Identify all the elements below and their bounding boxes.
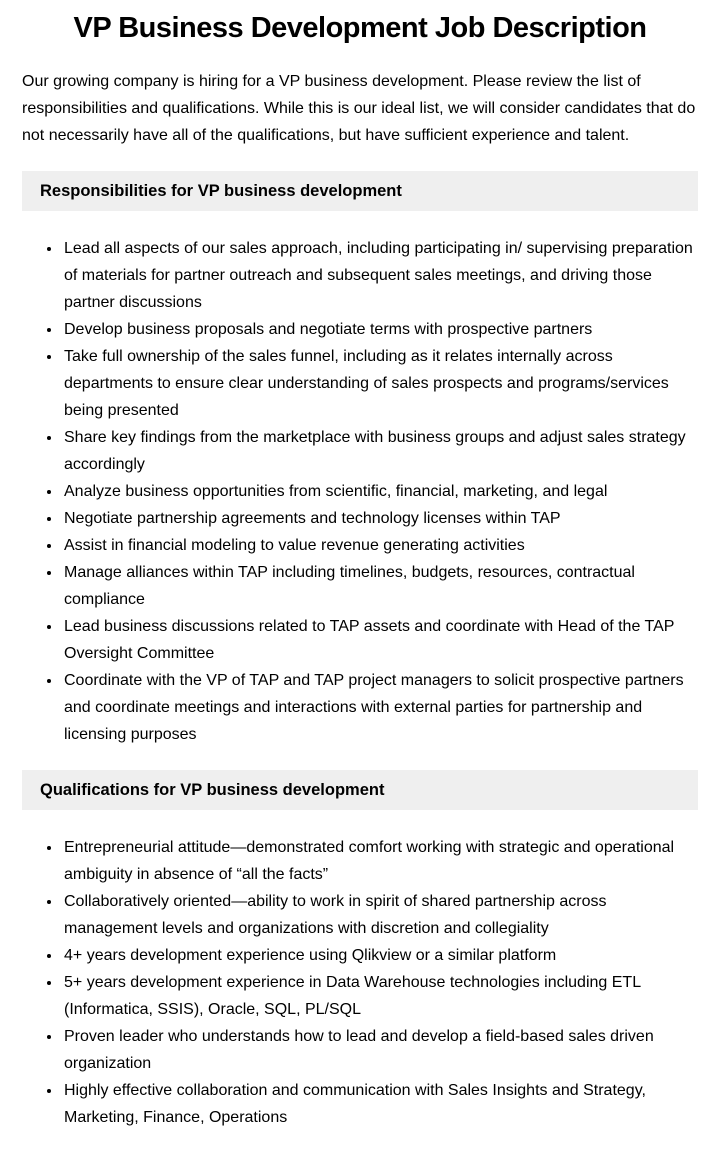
qualifications-section-heading [22,770,698,810]
list-item: • Analyze business opportunities from scientific, financial, marketing, and legal [62,478,698,505]
qualifications-heading-label: Qualifications for VP business development [40,781,385,800]
list-item: • Take full ownership of the sales funnel, including as it relates internally across departments to ensure clear understanding of sales prospects and programs/services being presented [62,343,698,424]
list-item: • Collaboratively oriented—ability to work in spirit of shared partnership across management levels and organizations with discretion and collegiality [62,888,698,942]
list-item: • Assist in financial modeling to value revenue generating activities [62,532,698,559]
responsibilities-section-heading [22,171,698,211]
intro-paragraph: Our growing company is hiring for a VP business development. Please review the list of responsibilities and qualifications. While this is our ideal list, we will consider candidates that do not necessarily have all of the qualifications, but have sufficient experience and talent. [22,73,696,145]
list-item: • 5+ years development experience in Data Warehouse technologies including ETL (Informatica, SSIS), Oracle, SQL, PL/SQL [62,969,698,1023]
page-title: VP Business Development Job Description [73,12,647,44]
responsibilities-list [22,235,698,748]
list-item: • Share key findings from the marketplace with business groups and adjust sales strategy accordingly [62,424,698,478]
list-item: • Highly effective collaboration and communication with Sales Insights and Strategy, Marketing, Finance, Operations [62,1077,698,1131]
list-item: • Coordinate with the VP of TAP and TAP project managers to solicit prospective partners and coordinate meetings and interactions with external parties for partnership and licensing purposes [62,667,698,748]
qualifications-list [22,834,698,1131]
list-item: • Proven leader who understands how to lead and develop a field-based sales driven organization [62,1023,698,1077]
list-item: • Lead all aspects of our sales approach, including participating in/ supervising preparation of materials for partner outreach and subsequent sales meetings, and driving those partner discussions [62,235,698,316]
responsibilities-heading-label: Responsibilities for VP business development [40,182,402,201]
list-item: • Develop business proposals and negotiate terms with prospective partners [62,316,698,343]
list-item: • Entrepreneurial attitude—demonstrated comfort working with strategic and operational ambiguity in absence of “all the facts” [62,834,698,888]
list-item: • Negotiate partnership agreements and technology licenses within TAP [62,505,698,532]
list-item: • Lead business discussions related to TAP assets and coordinate with Head of the TAP Oversight Committee [62,613,698,667]
list-item: • 4+ years development experience using Qlikview or a similar platform [62,942,698,969]
list-item: • Manage alliances within TAP including timelines, budgets, resources, contractual compliance [62,559,698,613]
